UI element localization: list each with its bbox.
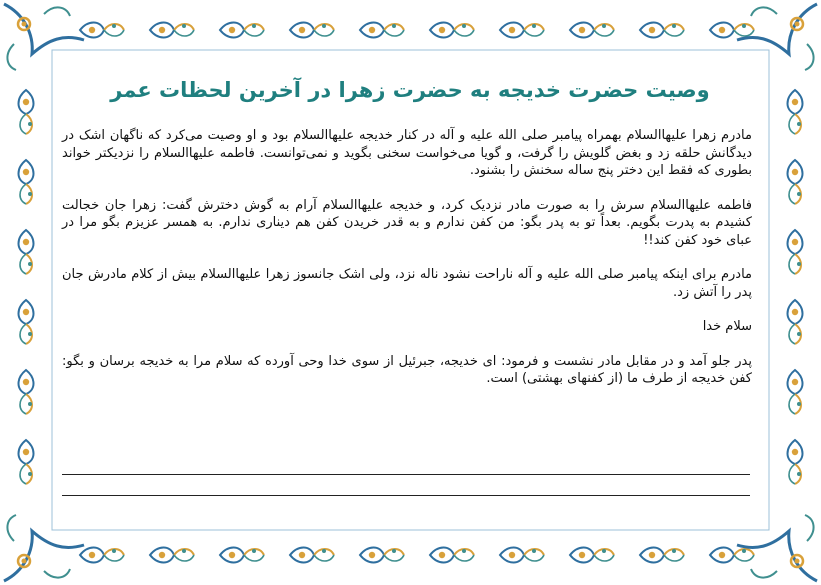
paragraph-2: فاطمه علیهاالسلام سرش را به صورت مادر نزدیک کرد، و خدیجه علیهاالسلام آرام به گوش دخترش گفت: زهرا جان خجالت کشیدم به پدرت بگویم. بعداً تو به پدر بگو: من کفن ندارم و به قدر خریدن کفن هم دیناری ندارم. به همسر عزیزم بگو مرا در عبای خود کفن کند!! [62, 197, 752, 248]
section-heading: سلام خدا [702, 319, 752, 334]
page-title: وصیت حضرت خدیجه به حضرت زهرا در آخرین لحظات عمر [110, 78, 710, 102]
paragraph-4: پدر جلو آمد و در مقابل مادر نشست و فرمود: ای خدیجه، جبرئیل از سوی خدا وحی آورده که سلام مرا به خدیجه برسان و بگو: کفن خدیجه از طرف ما (از کفنهای بهشتی) است. [62, 353, 752, 386]
paragraph-3: مادرم برای اینکه پیامبر صلی الله علیه و آله ناراحت نشود ناله نزد، ولی اشک جانسوز زهرا علیهاالسلام بیش از کلام مادرش جان پدر را آتش زد. [62, 267, 752, 300]
document-body [62, 127, 752, 405]
writing-line [62, 474, 750, 475]
writing-line [62, 495, 750, 496]
paragraph-1: مادرم زهرا علیهاالسلام بهمراه پیامبر صلی الله علیه و آله در کنار خدیجه علیهاالسلام بود و او وصیت می‌کرد که ناگهان اشک در دیدگانش حلقه زد و بغض گلویش را گرفت، و گویا می‌خواست سخنی بگوید و نمی‌توانست. فاطمه علیهاالسلام را نزدیکتر خواند بطوری که فقط این دختر پنج ساله سخنش را بشنود. [62, 128, 752, 178]
